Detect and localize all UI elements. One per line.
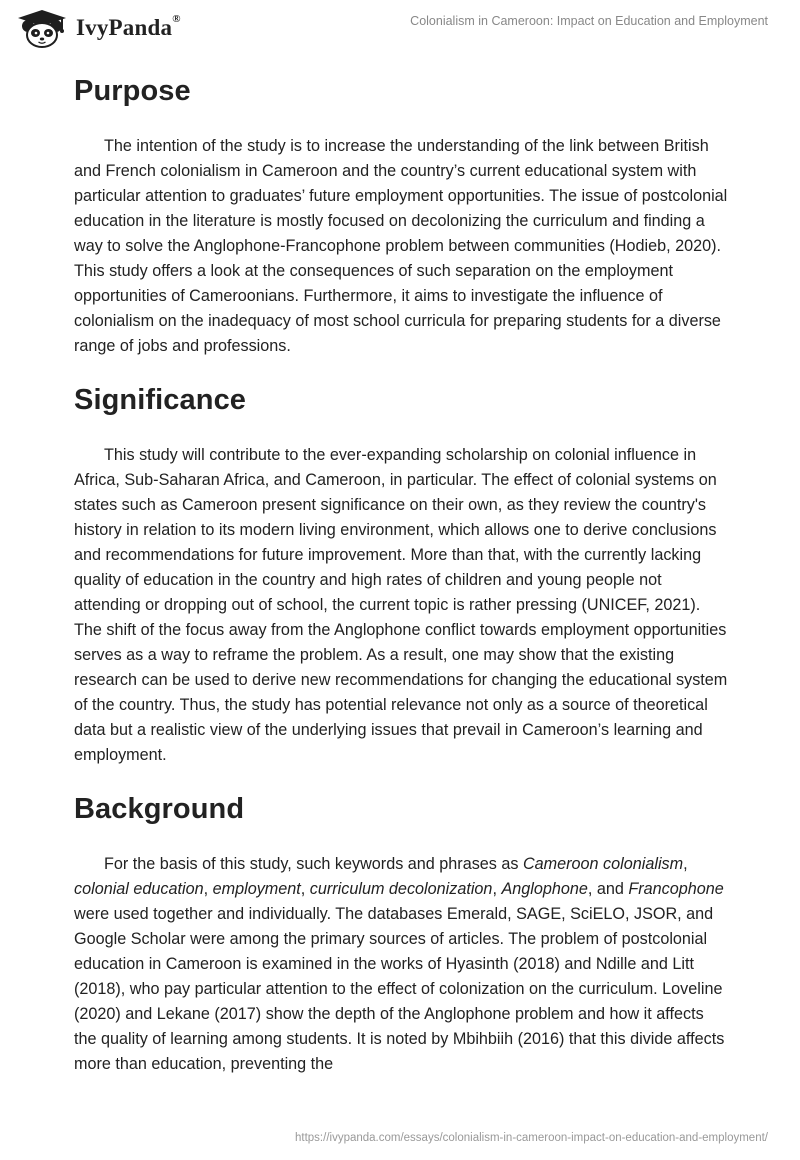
background-rest-text: were used together and individually. The databases Emerald, SAGE, SciELO, JSOR, and Google Scholar were among the primary sources of articles. The problem of postcolonial education in Cameroon is examined in the works of Hyasinth (2018) and Ndille and Litt (2018), who pay particular attention to the effect of colonization on the curriculum. Loveline (2020) and Lekane (2017) show the depth of the Anglophone problem and how it affects the quality of learning among students. It is noted by Mbihbiih (2016) that this divide affects more than education, preventing the bbox=[74, 905, 725, 1073]
panda-logo-icon bbox=[14, 8, 70, 48]
purpose-heading: Purpose bbox=[74, 75, 191, 107]
separator: , bbox=[683, 855, 688, 873]
keyword-employment: employment bbox=[212, 880, 301, 898]
background-intro-text: For the basis of this study, such keywords and phrases as bbox=[104, 855, 523, 873]
separator: , bbox=[300, 880, 310, 898]
background-paragraph bbox=[74, 852, 730, 1077]
document-title: Colonialism in Cameroon: Impact on Education and Employment bbox=[410, 14, 768, 28]
background-heading: Background bbox=[74, 793, 245, 825]
page-header bbox=[0, 0, 800, 56]
separator: , bbox=[492, 880, 502, 898]
section-significance bbox=[74, 373, 730, 768]
keyword-cameroon-colonialism: Cameroon colonialism bbox=[522, 855, 684, 873]
source-url[interactable]: https://ivypanda.com/essays/colonialism-in-cameroon-impact-on-education-and-employment/ bbox=[295, 1132, 768, 1144]
section-purpose bbox=[74, 64, 730, 359]
section-background bbox=[74, 782, 730, 1077]
article-body bbox=[74, 64, 730, 1077]
significance-heading: Significance bbox=[74, 384, 247, 416]
significance-paragraph: This study will contribute to the ever-expanding scholarship on colonial influence in Africa, Sub-Saharan Africa, and Cameroon, in particular. The effect of colonial systems on states such as Cameroon present significance on their own, as they review the country's history in relation to its modern living environment, which allows one to derive conclusions and recommendations for future improvement. More than that, with the currently lacking quality of education in the country and high rates of children and young people not attending or dropping out of school, the current topic is rather pressing (UNICEF, 2021). The shift of the focus away from the Anglophone conflict towards employment opportunities serves as a way to reframe the problem. As a result, one may show that the existing research can be used to derive new recommendations for changing the educational system of the country. Thus, the study has potential relevance not only as a source of theoretical data but a realistic view of the underlying issues that prevail in Cameroon’s learning and employment. bbox=[74, 446, 728, 764]
keyword-curriculum-decolonization: curriculum decolonization bbox=[309, 880, 493, 898]
separator: , bbox=[203, 880, 213, 898]
separator: , and bbox=[587, 880, 629, 898]
purpose-paragraph: The intention of the study is to increase the understanding of the link between British and French colonialism in Cameroon and the country’s current educational system with particular attention to graduates’ future employment opportunities. The issue of postcolonial education in the literature is mostly focused on decolonizing the curriculum and finding a way to solve the Anglophone-Francophone problem between communities (Hodieb, 2020). This study offers a look at the consequences of such separation on the employment opportunities of Cameroonians. Furthermore, it aims to investigate the influence of colonialism on the inadequacy of most school curricula for preparing students for a diverse range of jobs and professions. bbox=[74, 137, 728, 355]
site-logo[interactable] bbox=[14, 8, 181, 48]
keyword-francophone: Francophone bbox=[628, 880, 724, 898]
logo-wordmark: IvyPanda® bbox=[76, 13, 181, 40]
keyword-colonial-education: colonial education bbox=[74, 880, 204, 898]
keyword-anglophone: Anglophone bbox=[501, 880, 588, 898]
